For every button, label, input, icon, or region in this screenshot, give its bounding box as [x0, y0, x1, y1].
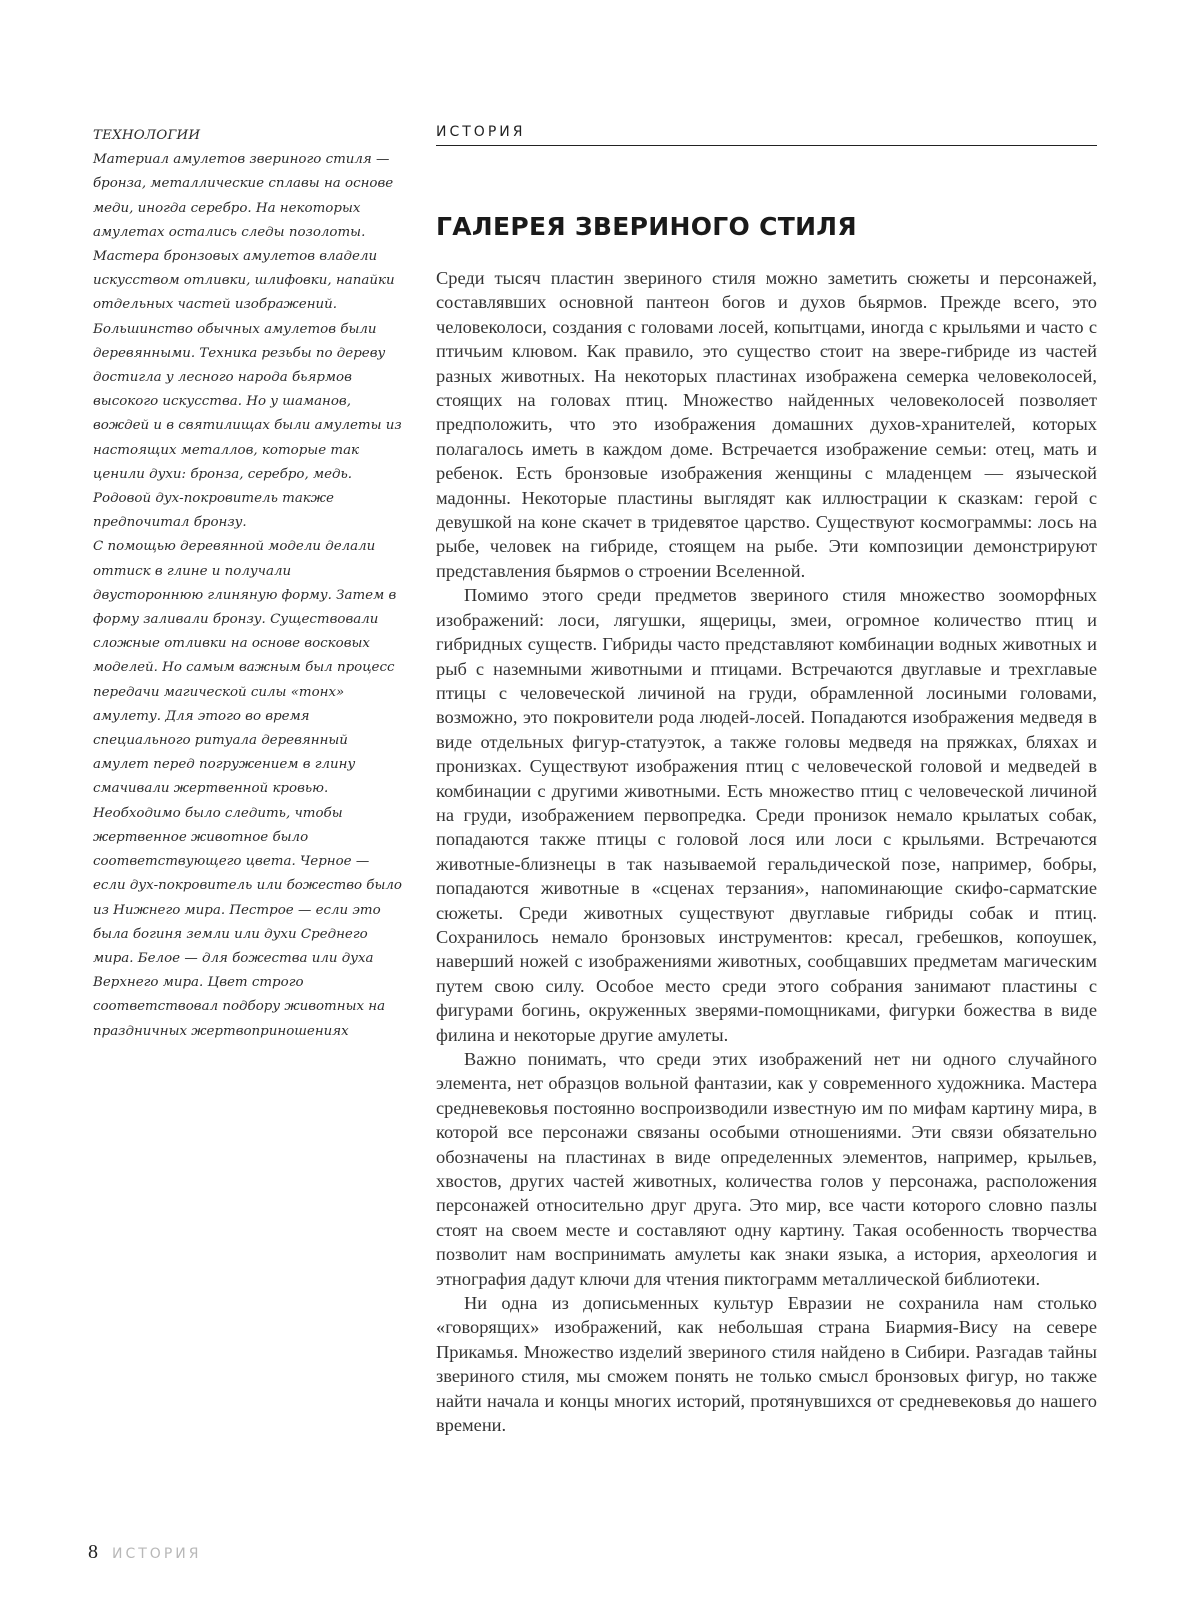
sidebar-paragraph: С помощью деревянной модели делали оттиск в глине и получали двустороннюю глиняную форму. Затем в форму заливали бронзу. Существовали сложные отливки на основе восковых моделей. Но самым важным был процесс передачи магической силы «тонх» амулету. Для этого во время специального ритуала деревянный амулет перед погружением в глину смачивали жертвенной кровью. Необходимо было следить, чтобы жертвенное животное было соответствующего цвета. Черное — если дух-покровитель или божество было из Нижнего мира. Пестрое — если это была богиня земли или духи Среднего мира. Белое — для божества или духа Верхнего мира. Цвет строго соответствовал подбору животных на праздничных жертвоприношениях: [93, 539, 402, 1039]
section-label: ИСТОРИЯ: [436, 124, 1097, 146]
article-title: ГАЛЕРЕЯ ЗВЕРИНОГО СТИЛЯ: [436, 212, 857, 241]
sidebar-paragraph: Материал амулетов звериного стиля — бронза, металлические сплавы на основе меди, иногда серебро. На некоторых амулетах остались следы позолоты. Мастера бронзовых амулетов владели искусством отливки, шлифовки, напайки отдельных частей изображений. Большинство обычных амулетов были деревянными. Техника резьбы по дереву достигла у лесного народа бьярмов высокого искусства. Но у шаманов, вождей и в святилищах были амулеты из настоящих металлов, которые так ценили духи: бронза, серебро, медь. Родовой дух-покровитель также предпочитал бронзу.: [93, 152, 402, 531]
sidebar-heading: ТЕХНОЛОГИИ: [93, 128, 201, 143]
article-body: [436, 266, 1097, 1438]
page-footer: [88, 1541, 201, 1564]
sidebar-note: [93, 124, 405, 1044]
article-paragraph: Среди тысяч пластин звериного стиля можно заметить сюжеты и персонажей, составлявших основной пантеон богов и духов бьярмов. Прежде всего, это человеколоси, создания с головами лосей, копытцами, иногда с крыльями и часто с птичьим клювом. Как правило, это существо стоит на звере-гибриде из частей разных животных. На некоторых пластинах изображена семерка человеколосей, стоящих на головах птиц. Множество найденных человеколосей позволяет предположить, что это изображения домашних духов-хранителей, которых полагалось иметь в каждом доме. Встречается изображение семьи: отец, мать и ребенок. Есть бронзовые изображения женщины с младенцем — языческой мадонны. Некоторые пластины выглядят как иллюстрации к сказкам: герой с девушкой на коне скачет в тридевятое царство. Существуют космограммы: лось на рыбе, человек на гибриде, стоящем на рыбе. Эти композиции демонстрируют представления бьярмов о строении Вселенной.: [436, 268, 1097, 581]
article-paragraph: Помимо этого среди предметов звериного стиля множество зооморфных изображений: лоси, лягушки, ящерицы, змеи, огромное количество птиц и гибридных существ. Гибриды часто представляют комбинации водных животных и рыб с наземными животными и птицами. Встречаются двуглавые и трехглавые птицы с человеческой личиной на груди, обрамленной лосиными головами, возможно, это покровители рода людей-лосей. Попадаются изображения медведя в виде отдельных фигур-статуэток, а также головы медведя на пряжках, бляхах и пронизках. Существуют изображения птиц с человеческой головой и медведей в комбинации с другими животными. Есть множество птиц с человеческой личиной на груди, изображением первопредка. Среди пронизок немало крылатых собак, попадаются также птицы с головой лося или лоси с крыльями. Встречаются животные-близнецы в так называемой геральдической позе, например, бобры, попадаются животные в «сценах терзания», напоминающие скифо-сарматские сюжеты. Среди животных существуют двуглавые гибриды собак и птиц. Сохранилось немало бронзовых инструментов: кресал, гребешков, копоушек, наверший ножей с изображениями животных, сообщавших предметам магическим путем свою силу. Особое место среди этого собрания занимают пластины с фигурами богинь, окруженных зверями-помощниками, фигурки божества в виде филина и некоторые другие амулеты.: [436, 585, 1097, 1045]
footer-section-label: ИСТОРИЯ: [112, 1546, 202, 1562]
page-number: 8: [88, 1541, 98, 1563]
article-paragraph: Ни одна из дописьменных культур Евразии не сохранила нам столько «говорящих» изображений, как небольшая страна Биармия-Вису на севере Прикамья. Множество изделий звериного стиля найдено в Сибири. Разгадав тайны звериного стиля, мы сможем понять не только смысл бронзовых фигур, но также найти начала и концы многих историй, протянувшихся от средневековья до нашего времени.: [436, 1293, 1097, 1436]
article-paragraph: Важно понимать, что среди этих изображений нет ни одного случайного элемента, нет образцов вольной фантазии, как у современного художника. Мастера средневековья постоянно воспроизводили известную им по мифам картину мира, в которой все персонажи связаны особыми отношениями. Эти связи обязательно обозначены на пластинах в виде определенных элементов, например, крыльев, хвостов, других частей животных, количества голов у персонажа, расположения персонажей относительно друг друга. Это мир, все части которого словно пазлы стоят на своем месте и составляют одну картину. Такая особенность творчества позволит нам воспринимать амулеты как знаки языка, а история, археология и этнография дадут ключи для чтения пиктограмм металлической библиотеки.: [436, 1049, 1097, 1289]
